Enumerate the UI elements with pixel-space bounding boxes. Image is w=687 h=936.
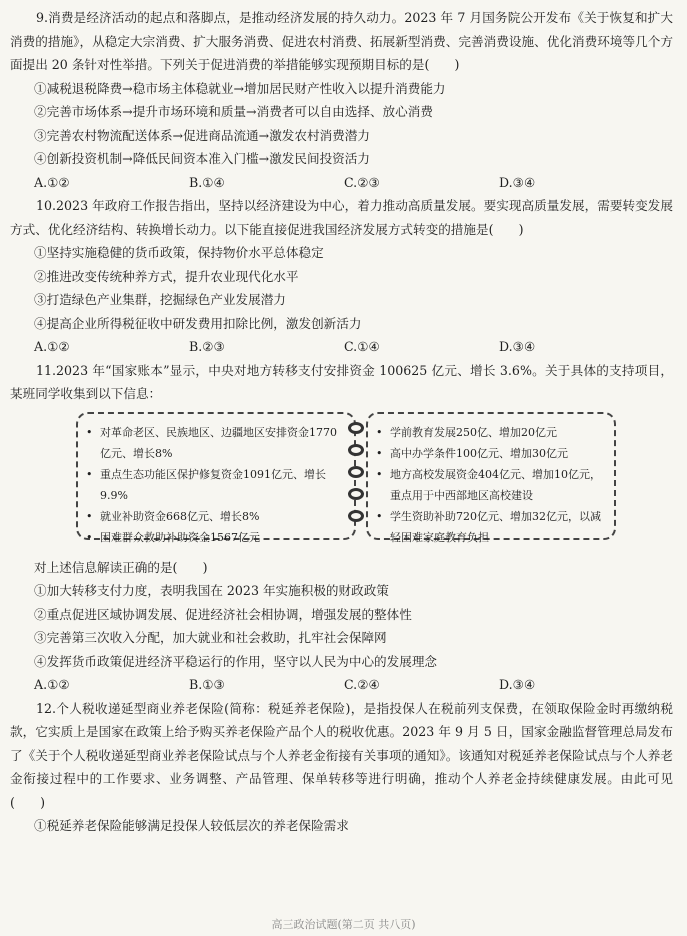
q9-choices xyxy=(34,171,677,195)
q10-option-4: ④提高企业所得税征收中研发费用扣除比例，激发创新活力 xyxy=(34,312,677,336)
q10-option-2: ②推进改变传统种养方式，提升农业现代化水平 xyxy=(34,265,677,289)
q11-stem: 11.2023 年“国家账本”显示，中央对地方转移支付安排资金 100625 亿元、增长 3.6%。关于具体的支持项目，某班同学收集到以下信息： xyxy=(10,359,673,406)
binder-ring-icon xyxy=(348,466,364,478)
q11-lead: 对上述信息解读正确的是( ) xyxy=(34,556,677,580)
left-item xyxy=(86,527,346,548)
q11-info-right-box xyxy=(366,412,616,540)
q11-choice-c[interactable]: C.②④ xyxy=(344,673,499,697)
bullet-icon: • xyxy=(86,527,100,548)
q10-choice-b[interactable]: B.②③ xyxy=(189,335,344,359)
right-item xyxy=(376,464,606,506)
q9-option-2: ②完善市场体系→提升市场环境和质量→消费者可以自由选择、放心消费 xyxy=(34,100,677,124)
right-item-text: 学生资助补助720亿元、增加32亿元，以减轻困难家庭教育负担 xyxy=(390,506,606,548)
right-item-text: 高中办学条件100亿元、增加30亿元 xyxy=(390,443,606,464)
q9-choice-c[interactable]: C.②③ xyxy=(344,171,499,195)
q10-choice-d[interactable]: D.③④ xyxy=(499,335,535,359)
left-item xyxy=(86,422,346,464)
q11-choice-b[interactable]: B.①③ xyxy=(189,673,344,697)
q9-option-1: ①减税退税降费→稳市场主体稳就业→增加居民财产性收入以提升消费能力 xyxy=(34,77,677,101)
q10-stem: 10.2023 年政府工作报告指出，坚持以经济建设为中心，着力推动高质量发展。要实现高质量发展，需要转变发展方式、优化经济结构、转换增长动力。以下能直接促进我国经济发展方式转变的措施是( ) xyxy=(10,194,673,241)
q11-info-left-box xyxy=(76,412,356,540)
q9-choice-b[interactable]: B.①④ xyxy=(189,171,344,195)
left-item-text: 困难群众救助补助资金1567亿元 xyxy=(100,527,346,548)
left-item-text: 重点生态功能区保护修复资金1091亿元、增长9.9% xyxy=(100,464,346,506)
q9-option-3: ③完善农村物流配送体系→促进商品流通→激发农村消费潜力 xyxy=(34,124,677,148)
q10-choices xyxy=(34,335,677,359)
left-item-text: 对革命老区、民族地区、边疆地区安排资金1770亿元、增长8% xyxy=(100,422,346,464)
bullet-icon: • xyxy=(376,464,390,506)
q9-choice-d[interactable]: D.③④ xyxy=(499,171,535,195)
binder-ring-icon xyxy=(348,488,364,500)
bullet-icon: • xyxy=(376,422,390,443)
bullet-icon: • xyxy=(376,506,390,548)
q10-option-3: ③打造绿色产业集群，挖掘绿色产业发展潜力 xyxy=(34,288,677,312)
q11-choices xyxy=(34,673,677,697)
q11-choice-a[interactable]: A.①② xyxy=(34,673,189,697)
q11-option-2: ②重点促进区域协调发展、促进经济社会相协调，增强发展的整体性 xyxy=(34,603,677,627)
page-footer: 高三政治试题(第二页 共八页) xyxy=(0,913,687,936)
q11-choice-d[interactable]: D.③④ xyxy=(499,673,535,697)
bullet-icon: • xyxy=(86,464,100,506)
right-item xyxy=(376,506,606,548)
bullet-icon: • xyxy=(86,422,100,464)
exam-page xyxy=(0,6,687,838)
q12-stem: 12.个人税收递延型商业养老保险(简称：税延养老保险)，是指投保人在税前列支保费，在领取保险金时再缴纳税款，它实质上是国家在政策上给予购买养老保险产品个人的税收优惠。2023 年 9 月 5 日，国家金融监督管理总局发布了《关于个人税收递延型商业养老保险试点与个人养老金衔接有关事项的通知》。该通知对税延养老保险试点与个人养老金衔接过程中的工作要求、业务调整、产品管理、保单转移等进行明确，推动个人养老金持续健康发展。由此可见( ) xyxy=(10,697,673,815)
binder-ring-icon xyxy=(348,444,364,456)
bullet-icon: • xyxy=(86,506,100,527)
q10-choice-a[interactable]: A.①② xyxy=(34,335,189,359)
right-item xyxy=(376,422,606,443)
right-item-text: 地方高校发展资金404亿元、增加10亿元，重点用于中西部地区高校建设 xyxy=(390,464,606,506)
q10-option-1: ①坚持实施稳健的货币政策，保持物价水平总体稳定 xyxy=(34,241,677,265)
binder-ring-icon xyxy=(348,422,364,434)
left-item-text: 就业补助资金668亿元、增长8% xyxy=(100,506,346,527)
q11-option-4: ④发挥货币政策促进经济平稳运行的作用，坚守以人民为中心的发展理念 xyxy=(34,650,677,674)
binder-ring-icon xyxy=(348,510,364,522)
right-item xyxy=(376,443,606,464)
q11-option-3: ③完善第三次收入分配，加大就业和社会救助，扎牢社会保障网 xyxy=(34,626,677,650)
bullet-icon: • xyxy=(376,443,390,464)
q9-stem: 9.消费是经济活动的起点和落脚点，是推动经济发展的持久动力。2023 年 7 月国务院公开发布《关于恢复和扩大消费的措施》，从稳定大宗消费、扩大服务消费、促进农村消费、拓展新型消费、完善消费设施、优化消费环境等几个方面提出 20 条针对性举措。下列关于促进消费的举措能够实现预期目标的是( ) xyxy=(10,6,673,77)
q11-info-figure xyxy=(0,412,687,552)
q11-option-1: ①加大转移支付力度，表明我国在 2023 年实施积极的财政政策 xyxy=(34,579,677,603)
right-item-text: 学前教育发展250亿、增加20亿元 xyxy=(390,422,606,443)
q10-choice-c[interactable]: C.①④ xyxy=(344,335,499,359)
q12-option-1: ①税延养老保险能够满足投保人较低层次的养老保险需求 xyxy=(34,814,677,838)
q9-choice-a[interactable]: A.①② xyxy=(34,171,189,195)
left-item xyxy=(86,506,346,527)
left-item xyxy=(86,464,346,506)
q9-option-4: ④创新投资机制→降低民间资本准入门槛→激发民间投资活力 xyxy=(34,147,677,171)
